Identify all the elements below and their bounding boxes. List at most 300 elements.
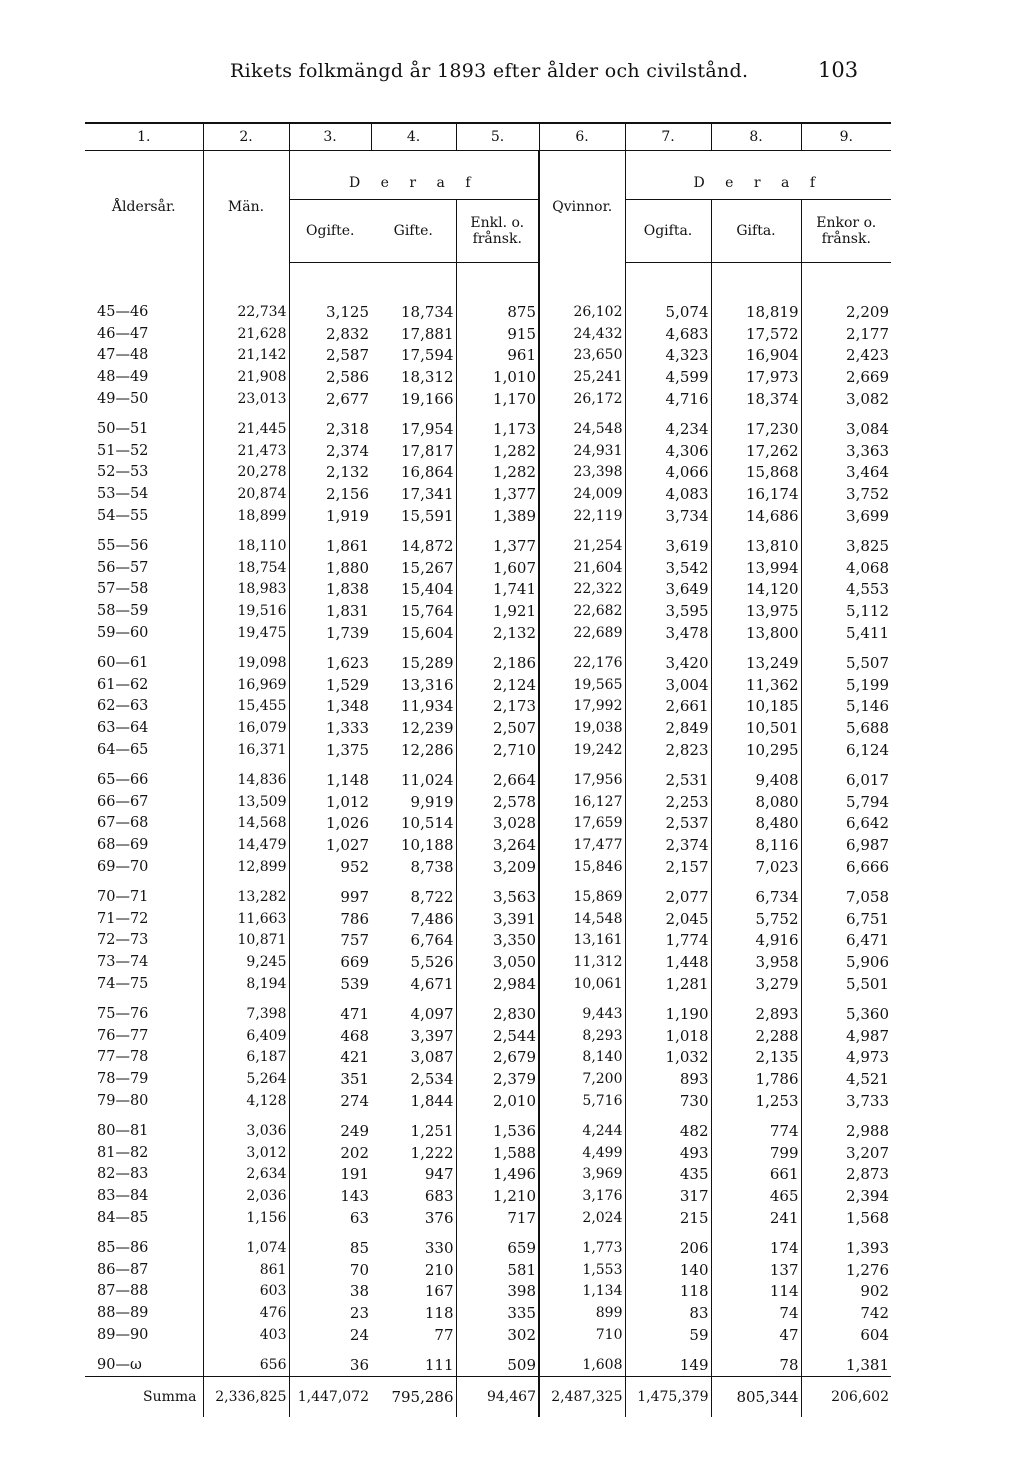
value-cell: 421 — [289, 1047, 371, 1069]
age-cell: 63—64 — [97, 720, 149, 737]
value-cell: 604 — [801, 1324, 891, 1346]
unmarried-men-header: Ogifte. — [289, 200, 371, 263]
value-cell: 3,734 — [625, 505, 711, 527]
table-row — [85, 366, 891, 388]
age-cell: 58—59 — [97, 603, 149, 620]
value-cell: 24,931 — [539, 440, 625, 462]
value-cell: 1,838 — [289, 579, 371, 601]
age-cell: 88—89 — [97, 1305, 149, 1322]
married-women-header: Gifta. — [711, 200, 801, 263]
value-cell: 1,831 — [289, 600, 371, 622]
age-cell: 46—47 — [97, 325, 149, 342]
age-cell: 72—73 — [97, 932, 149, 949]
value-cell: 8,293 — [539, 1025, 625, 1047]
value-cell: 16,969 — [203, 674, 289, 696]
column-number: 2. — [203, 123, 289, 151]
value-cell: 22,682 — [539, 600, 625, 622]
value-cell: 2,634 — [203, 1163, 289, 1185]
value-cell: 1,861 — [289, 535, 371, 557]
value-cell: 471 — [289, 1003, 371, 1025]
table-row — [85, 1120, 891, 1142]
column-number: 7. — [625, 123, 711, 151]
value-cell: 2,124 — [456, 674, 539, 696]
value-cell: 167 — [424, 1282, 454, 1301]
age-cell: 64—65 — [97, 742, 149, 759]
value-cell: 8,140 — [539, 1047, 625, 1069]
value-cell: 710 — [539, 1324, 625, 1346]
table-body — [85, 263, 891, 1417]
value-cell: 25,241 — [539, 366, 625, 388]
value-cell: 1,251 — [410, 1121, 454, 1140]
value-cell: 13,249 — [711, 652, 801, 674]
value-cell: 3,363 — [801, 440, 891, 462]
value-cell: 16,864 — [401, 463, 454, 482]
value-cell: 3,969 — [539, 1163, 625, 1185]
summa-value: 206,602 — [801, 1376, 891, 1417]
value-cell: 23 — [289, 1302, 371, 1324]
table-row — [85, 323, 891, 345]
value-cell: 1,148 — [289, 769, 371, 791]
age-cell: 75—76 — [97, 1005, 149, 1022]
value-cell: 435 — [625, 1163, 711, 1185]
value-cell: 539 — [289, 973, 371, 995]
value-cell: 3,084 — [801, 418, 891, 440]
table-row — [85, 1302, 891, 1324]
value-cell: 1,773 — [539, 1237, 625, 1259]
value-cell: 8,480 — [711, 813, 801, 835]
value-cell: 17,992 — [539, 696, 625, 718]
value-cell: 3,464 — [801, 462, 891, 484]
value-cell: 3,542 — [625, 557, 711, 579]
value-cell: 1,210 — [456, 1185, 539, 1207]
value-cell: 2,537 — [625, 813, 711, 835]
page-title: Rikets folkmängd år 1893 efter ålder och civilstånd. — [230, 60, 749, 82]
value-cell: 21,604 — [539, 557, 625, 579]
value-cell: 3,264 — [456, 834, 539, 856]
value-cell: 20,278 — [203, 462, 289, 484]
value-cell: 114 — [711, 1280, 801, 1302]
table-row — [85, 1280, 891, 1302]
value-cell: 3,050 — [456, 951, 539, 973]
value-cell: 14,120 — [711, 579, 801, 601]
age-cell: 51—52 — [97, 442, 149, 459]
value-cell: 1,921 — [456, 600, 539, 622]
age-cell: 78—79 — [97, 1071, 149, 1088]
value-cell: 1,529 — [289, 674, 371, 696]
value-cell: 3,595 — [625, 600, 711, 622]
value-cell: 2,077 — [625, 886, 711, 908]
value-cell: 581 — [456, 1259, 539, 1281]
column-number: 6. — [539, 123, 625, 151]
summa-value: 805,344 — [711, 1376, 801, 1417]
value-cell: 2,587 — [289, 345, 371, 367]
married-men-header: Gifte. — [371, 200, 456, 263]
value-cell: 2,209 — [801, 301, 891, 323]
value-cell: 17,956 — [539, 769, 625, 791]
age-cell: 54—55 — [97, 508, 149, 525]
value-cell: 2,873 — [801, 1163, 891, 1185]
age-cell: 79—80 — [97, 1092, 149, 1109]
value-cell: 476 — [203, 1302, 289, 1324]
value-cell: 1,156 — [203, 1207, 289, 1229]
age-cell: 81—82 — [97, 1144, 149, 1161]
value-cell: 38 — [289, 1280, 371, 1302]
value-cell: 26,172 — [539, 388, 625, 410]
value-cell: 9,443 — [539, 1003, 625, 1025]
value-cell: 730 — [625, 1090, 711, 1112]
value-cell: 2,288 — [711, 1025, 801, 1047]
value-cell: 12,239 — [401, 719, 454, 738]
value-cell: 10,514 — [401, 814, 454, 833]
value-cell: 274 — [289, 1090, 371, 1112]
value-cell: 2,586 — [289, 366, 371, 388]
value-cell: 3,397 — [410, 1026, 454, 1045]
value-cell: 11,934 — [401, 697, 454, 716]
value-cell: 1,739 — [289, 622, 371, 644]
age-cell: 83—84 — [97, 1188, 149, 1205]
value-cell: 1,253 — [711, 1090, 801, 1112]
value-cell: 19,038 — [539, 717, 625, 739]
value-cell: 1,276 — [801, 1259, 891, 1281]
value-cell: 799 — [711, 1142, 801, 1164]
value-cell: 6,764 — [410, 931, 454, 950]
value-cell: 5,074 — [625, 301, 711, 323]
value-cell: 5,716 — [539, 1090, 625, 1112]
value-cell: 3,087 — [410, 1048, 454, 1067]
table-row — [85, 930, 891, 952]
table-row — [85, 622, 891, 644]
value-cell: 10,061 — [539, 973, 625, 995]
value-cell: 482 — [625, 1120, 711, 1142]
value-cell: 757 — [289, 930, 371, 952]
value-cell: 6,642 — [801, 813, 891, 835]
value-cell: 1,553 — [539, 1259, 625, 1281]
value-cell: 742 — [801, 1302, 891, 1324]
value-cell: 4,553 — [801, 579, 891, 601]
value-cell: 14,872 — [401, 536, 454, 555]
value-cell: 137 — [711, 1259, 801, 1281]
value-cell: 2,318 — [289, 418, 371, 440]
value-cell: 2,045 — [625, 908, 711, 930]
age-cell: 74—75 — [97, 976, 149, 992]
age-cell: 61—62 — [97, 676, 149, 693]
value-cell: 6,187 — [203, 1047, 289, 1069]
age-cell: 82—83 — [97, 1166, 149, 1183]
age-cell: 77—78 — [97, 1049, 149, 1066]
value-cell: 15,267 — [401, 558, 454, 577]
value-cell: 1,377 — [456, 535, 539, 557]
value-cell: 10,188 — [401, 836, 454, 855]
value-cell: 17,659 — [539, 813, 625, 835]
table-row — [85, 1003, 891, 1025]
value-cell: 1,134 — [539, 1280, 625, 1302]
summa-row — [85, 1376, 891, 1417]
value-cell: 6,666 — [801, 856, 891, 878]
value-cell: 2,374 — [625, 834, 711, 856]
value-cell: 961 — [456, 345, 539, 367]
value-cell: 398 — [456, 1280, 539, 1302]
value-cell: 9,408 — [711, 769, 801, 791]
value-cell: 317 — [625, 1185, 711, 1207]
value-cell: 18,734 — [401, 302, 454, 321]
unmarried-women-header: Ogifta. — [625, 200, 711, 263]
table-row — [85, 1047, 891, 1069]
value-cell: 3,391 — [456, 908, 539, 930]
widowed-women-header: Enkor o. frånsk. — [801, 200, 891, 263]
value-cell: 1,222 — [410, 1143, 454, 1162]
value-cell: 2,677 — [289, 388, 371, 410]
value-cell: 16,371 — [203, 739, 289, 761]
value-cell: 9,245 — [203, 951, 289, 973]
value-cell: 21,908 — [203, 366, 289, 388]
value-cell: 1,568 — [801, 1207, 891, 1229]
age-cell: 86—87 — [97, 1261, 149, 1278]
value-cell: 5,199 — [801, 674, 891, 696]
table-row — [85, 301, 891, 323]
value-cell: 6,734 — [711, 886, 801, 908]
value-cell: 17,341 — [401, 485, 454, 504]
value-cell: 2,394 — [801, 1185, 891, 1207]
value-cell: 10,185 — [711, 696, 801, 718]
value-cell: 5,906 — [801, 951, 891, 973]
value-cell: 74 — [711, 1302, 801, 1324]
value-cell: 1,348 — [289, 696, 371, 718]
value-cell: 1,032 — [625, 1047, 711, 1069]
age-cell: 66—67 — [97, 793, 149, 810]
value-cell: 1,282 — [456, 440, 539, 462]
value-cell: 15,604 — [401, 624, 454, 643]
value-cell: 143 — [289, 1185, 371, 1207]
summa-value: 2,336,825 — [203, 1376, 289, 1417]
value-cell: 18,110 — [203, 535, 289, 557]
value-cell: 2,036 — [203, 1185, 289, 1207]
age-cell: 68—69 — [97, 837, 149, 854]
value-cell: 493 — [625, 1142, 711, 1164]
value-cell: 4,128 — [203, 1090, 289, 1112]
value-cell: 118 — [625, 1280, 711, 1302]
value-cell: 5,146 — [801, 696, 891, 718]
value-cell: 5,264 — [203, 1068, 289, 1090]
value-cell: 140 — [625, 1259, 711, 1281]
value-cell: 149 — [625, 1354, 711, 1376]
value-cell: 7,398 — [203, 1003, 289, 1025]
value-cell: 23,013 — [203, 388, 289, 410]
value-cell: 2,253 — [625, 791, 711, 813]
value-cell: 4,987 — [801, 1025, 891, 1047]
value-cell: 717 — [456, 1207, 539, 1229]
age-cell: 65—66 — [97, 771, 149, 788]
value-cell: 330 — [424, 1238, 454, 1257]
page-number: 103 — [818, 58, 859, 82]
value-cell: 2,984 — [456, 973, 539, 995]
value-cell: 4,068 — [801, 557, 891, 579]
value-cell: 4,521 — [801, 1068, 891, 1090]
value-cell: 5,360 — [801, 1003, 891, 1025]
value-cell: 13,994 — [711, 557, 801, 579]
value-cell: 4,716 — [625, 388, 711, 410]
age-cell: 55—56 — [97, 537, 149, 554]
value-cell: 302 — [456, 1324, 539, 1346]
value-cell: 17,572 — [711, 323, 801, 345]
value-cell: 14,686 — [711, 505, 801, 527]
value-cell: 465 — [711, 1185, 801, 1207]
value-cell: 2,893 — [711, 1003, 801, 1025]
value-cell: 14,479 — [203, 834, 289, 856]
value-cell: 2,849 — [625, 717, 711, 739]
value-cell: 3,733 — [801, 1090, 891, 1112]
value-cell: 15,404 — [401, 580, 454, 599]
value-cell: 2,132 — [456, 622, 539, 644]
value-cell: 1,012 — [289, 791, 371, 813]
column-number: 4. — [371, 123, 456, 151]
value-cell: 1,026 — [289, 813, 371, 835]
age-cell: 70—71 — [97, 888, 149, 905]
value-cell: 1,607 — [456, 557, 539, 579]
value-cell: 19,565 — [539, 674, 625, 696]
table-row — [85, 1090, 891, 1112]
value-cell: 249 — [289, 1120, 371, 1142]
value-cell: 18,899 — [203, 505, 289, 527]
value-cell: 24,432 — [539, 323, 625, 345]
value-cell: 4,244 — [539, 1120, 625, 1142]
value-cell: 3,752 — [801, 483, 891, 505]
table-row — [85, 696, 891, 718]
value-cell: 12,286 — [401, 741, 454, 760]
value-cell: 1,496 — [456, 1163, 539, 1185]
summa-value: 795,286 — [371, 1376, 456, 1417]
value-cell: 4,234 — [625, 418, 711, 440]
value-cell: 22,322 — [539, 579, 625, 601]
value-cell: 10,501 — [711, 717, 801, 739]
value-cell: 1,190 — [625, 1003, 711, 1025]
age-cell: 62—63 — [97, 698, 149, 715]
value-cell: 19,516 — [203, 600, 289, 622]
widowed-men-header: Enkl. o. frånsk. — [456, 200, 539, 263]
value-cell: 1,381 — [801, 1354, 891, 1376]
value-cell: 3,478 — [625, 622, 711, 644]
value-cell: 2,534 — [410, 1070, 454, 1089]
table-row — [85, 739, 891, 761]
value-cell: 4,066 — [625, 462, 711, 484]
age-cell: 87—88 — [97, 1283, 149, 1300]
value-cell: 3,125 — [289, 301, 371, 323]
value-cell: 191 — [289, 1163, 371, 1185]
value-cell: 20,874 — [203, 483, 289, 505]
value-cell: 1,588 — [456, 1142, 539, 1164]
value-cell: 1,393 — [801, 1237, 891, 1259]
value-cell: 19,242 — [539, 739, 625, 761]
value-cell: 26,102 — [539, 301, 625, 323]
column-number: 8. — [711, 123, 801, 151]
value-cell: 18,312 — [401, 368, 454, 387]
value-cell: 9,919 — [410, 792, 454, 811]
summa-value: 2,487,325 — [539, 1376, 625, 1417]
table-row — [85, 388, 891, 410]
value-cell: 774 — [711, 1120, 801, 1142]
age-cell: 49—50 — [97, 391, 149, 408]
value-cell: 15,289 — [401, 653, 454, 672]
table-row — [85, 557, 891, 579]
value-cell: 2,832 — [289, 323, 371, 345]
value-cell: 17,262 — [711, 440, 801, 462]
value-cell: 8,116 — [711, 834, 801, 856]
value-cell: 7,058 — [801, 886, 891, 908]
value-cell: 3,563 — [456, 886, 539, 908]
value-cell: 3,082 — [801, 388, 891, 410]
value-cell: 1,074 — [203, 1237, 289, 1259]
value-cell: 21,445 — [203, 418, 289, 440]
value-cell: 952 — [289, 856, 371, 878]
table-row — [85, 1237, 891, 1259]
table-row — [85, 791, 891, 813]
value-cell: 13,810 — [711, 535, 801, 557]
value-cell: 3,012 — [203, 1142, 289, 1164]
value-cell: 3,176 — [539, 1185, 625, 1207]
age-cell: 60—61 — [97, 654, 149, 671]
value-cell: 13,161 — [539, 930, 625, 952]
value-cell: 5,526 — [410, 953, 454, 972]
value-cell: 2,544 — [456, 1025, 539, 1047]
value-cell: 1,741 — [456, 579, 539, 601]
value-cell: 70 — [289, 1259, 371, 1281]
table-row — [85, 674, 891, 696]
value-cell: 21,628 — [203, 323, 289, 345]
age-cell: 67—68 — [97, 815, 149, 832]
value-cell: 403 — [203, 1324, 289, 1346]
value-cell: 2,374 — [289, 440, 371, 462]
value-cell: 11,663 — [203, 908, 289, 930]
value-cell: 1,608 — [539, 1354, 625, 1376]
value-cell: 6,017 — [801, 769, 891, 791]
table-row — [85, 1068, 891, 1090]
value-cell: 5,507 — [801, 652, 891, 674]
value-cell: 18,819 — [711, 301, 801, 323]
value-cell: 1,536 — [456, 1120, 539, 1142]
age-cell: 73—74 — [97, 954, 149, 971]
value-cell: 21,473 — [203, 440, 289, 462]
value-cell: 5,112 — [801, 600, 891, 622]
table-row — [85, 1142, 891, 1164]
age-cell: 80—81 — [97, 1122, 149, 1139]
table-row — [85, 813, 891, 835]
value-cell: 13,800 — [711, 622, 801, 644]
value-cell: 1,623 — [289, 652, 371, 674]
table-row — [85, 951, 891, 973]
value-cell: 2,186 — [456, 652, 539, 674]
value-cell: 3,036 — [203, 1120, 289, 1142]
value-cell: 376 — [424, 1208, 454, 1227]
value-cell: 1,010 — [456, 366, 539, 388]
value-cell: 5,794 — [801, 791, 891, 813]
value-cell: 15,764 — [401, 602, 454, 621]
value-cell: 47 — [711, 1324, 801, 1346]
value-cell: 210 — [424, 1260, 454, 1279]
value-cell: 2,157 — [625, 856, 711, 878]
value-cell: 23,398 — [539, 462, 625, 484]
age-cell: 89—90 — [97, 1326, 149, 1343]
table-row — [85, 717, 891, 739]
value-cell: 2,679 — [456, 1047, 539, 1069]
value-cell: 2,669 — [801, 366, 891, 388]
value-cell: 1,018 — [625, 1025, 711, 1047]
value-cell: 10,295 — [711, 739, 801, 761]
value-cell: 19,098 — [203, 652, 289, 674]
value-cell: 2,010 — [456, 1090, 539, 1112]
value-cell: 15,591 — [401, 507, 454, 526]
column-number-row — [85, 123, 891, 151]
column-number: 9. — [801, 123, 891, 151]
value-cell: 17,817 — [401, 441, 454, 460]
